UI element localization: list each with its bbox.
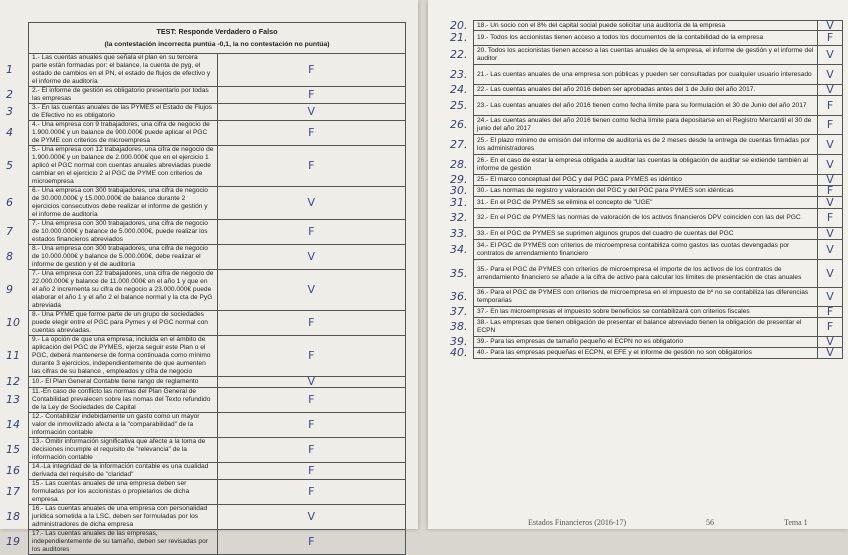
- footer-course: Estados Financieros (2016-17): [528, 518, 627, 527]
- question-text: 11.-En caso de conflicto las normas del Plan General de Contabilidad prevalecen sobre las nomas del Texto refundido de la Ley de Sociedades de Capital: [29, 388, 218, 413]
- answer-mark: F: [217, 480, 406, 505]
- question-text: 35.- Para el PGC de PYMES con criterios de microempresa el importe de los activos de los contratos de arrendamiento financiero se añade a la cifra de activo para calcular los límites de presentación de ctas anuales: [474, 260, 818, 288]
- question-row: [29, 187, 406, 220]
- question-row: [474, 65, 843, 85]
- question-text: 17.- Las cuentas anuales de las empresas, independientemente de su tamaño, deben ser revisadas por los auditores: [29, 530, 218, 555]
- question-text: 39.- Para las empresas de tamaño pequeño el ECPN no es obligatorio: [474, 337, 818, 348]
- handwritten-row-number: 8: [6, 250, 13, 263]
- question-text: 15.- Las cuentas anuales de una empresa deben ser formuladas por los accionistas o propietarios de dicha empresa: [29, 480, 218, 505]
- right-page: [428, 0, 848, 529]
- question-text: 24.- Las cuentas anuales del año 2016 tienen como fecha límite para depositarse en el Registro Mercantil el 30 de junio del año 2017: [474, 116, 818, 135]
- question-row: [474, 96, 843, 116]
- left-question-table: [28, 22, 406, 555]
- answer-mark: F: [818, 116, 843, 135]
- answer-mark: F: [818, 318, 843, 337]
- handwritten-row-number: 14: [6, 418, 20, 431]
- handwritten-row-number: 40.: [450, 346, 468, 359]
- answer-mark: V: [818, 197, 843, 209]
- answer-mark: F: [217, 336, 406, 377]
- answer-mark: F: [818, 209, 843, 228]
- answer-mark: F: [818, 186, 843, 197]
- question-row: [474, 186, 843, 197]
- question-text: 3.- En las cuentas anuales de las PYMES el Estado de Flujos de Efectivo no es obligatorio: [29, 104, 218, 121]
- question-text: 7.- Una empresa con 22 trabajadores, una cifra de negocio de 22.000.000€ y balance de 11.000.000€ en el año 1 y que en el año 2 incrementa su cifra de negocio a 23.000.000€ puede elaborar el año 1 y el año 2 el balance normal y la cta de PyG abreviada: [29, 270, 218, 311]
- handwritten-row-number: 20.: [450, 18, 468, 32]
- question-row: [29, 311, 406, 336]
- question-text: 2.- El informe de gestión es obligatorio presentarlo por todas las empresas: [29, 87, 218, 104]
- answer-mark: V: [818, 65, 843, 85]
- handwritten-row-number: 13: [6, 393, 20, 406]
- test-subtitle: (la contestación incorrecta puntúa -0,1, la no contestación no puntúa): [104, 41, 330, 48]
- question-row: [29, 438, 406, 463]
- answer-mark: F: [818, 31, 843, 46]
- answer-mark: V: [818, 288, 843, 307]
- question-row: [29, 87, 406, 104]
- answer-mark: F: [217, 463, 406, 480]
- handwritten-row-number: 39.: [450, 335, 468, 348]
- handwritten-row-number: 4: [6, 126, 13, 139]
- handwritten-row-number: 11: [6, 349, 20, 362]
- handwritten-row-number: 31.: [450, 195, 468, 209]
- right-question-table: [473, 20, 843, 359]
- handwritten-row-number: 33.: [450, 226, 468, 240]
- answer-mark: F: [818, 307, 843, 318]
- question-row: [474, 46, 843, 65]
- answer-mark: F: [217, 530, 406, 555]
- question-row: [474, 175, 843, 186]
- test-title: TEST: Responde Verdadero o Falso: [156, 27, 278, 36]
- answer-mark: V: [818, 337, 843, 348]
- question-row: [29, 505, 406, 530]
- question-row: [474, 307, 843, 318]
- question-text: 37.- En las microempresas el impuesto sobre beneficios se contabilizará con criterios fiscales: [474, 307, 818, 318]
- question-text: 9.- La opción de que una empresa, incluida en el ámbito de aplicación del PGC de PYMES, ejerza seguir este Plan o el PGC, deberá mantenerse de forma continuada como mínimo durante 3 ejercicios, independientemente de que aumenten las cifras de su balance , empleados y cifra de negocio: [29, 336, 218, 377]
- question-row: [474, 31, 843, 46]
- answer-mark: V: [818, 135, 843, 155]
- handwritten-row-number: 9: [6, 283, 13, 296]
- answer-mark: F: [217, 388, 406, 413]
- question-text: 12.- Contabilizar indebidamente un gasto como un mayor valor de inmovilizado afecta a la "comparabilidad" de la información contable: [29, 413, 218, 438]
- question-row: [474, 21, 843, 31]
- answer-mark: V: [818, 21, 843, 31]
- answer-mark: V: [818, 85, 843, 96]
- question-row: [29, 54, 406, 87]
- question-text: 1.- Las cuentas anuales que señala el plan en su tercera parte están formadas por: el balance, la cuenta de pyg, el estado de cambios en el PN, el estado de flujos de efectivo y el informe de auditoría: [29, 54, 218, 87]
- question-text: 38.- Las empresas que tienen obligación de presentar el balance abreviado tienen la obligación de presentar el ECPN: [474, 318, 818, 337]
- handwritten-row-number: 22.: [450, 48, 468, 61]
- answer-mark: V: [217, 104, 406, 121]
- question-text: 19.- Todos los accionistas tienen acceso a todos los documentos de la contabilidad de la empresa: [474, 31, 818, 46]
- question-text: 25.- El plazo mínimo de emisión del informe de auditoría es de 2 meses desde la entrega de cuentas firmadas por los administradores: [474, 135, 818, 155]
- answer-mark: F: [217, 121, 406, 146]
- answer-mark: V: [818, 155, 843, 175]
- question-text: 8.- Una empresa con 300 trabajadores, una cifra de negocio de 10.000.000€ y balance de 5.000.000€, debe realizar el informe de gestión y el de auditoría: [29, 245, 218, 270]
- handwritten-row-number: 19: [6, 535, 20, 548]
- question-text: 22.- Las cuentas anuales del año 2016 deben ser aprobadas antes del 1 de Julio del año 2017.: [474, 85, 818, 96]
- question-row: [29, 121, 406, 146]
- question-text: 40.- Para las empresas pequeñas el ECPN, el EFE y el informe de gestión no son obligatorios: [474, 348, 818, 359]
- question-row: [474, 155, 843, 175]
- question-text: 18.- Un socio con el 8% del capital social puede solicitar una auditoría de la empresa: [474, 21, 818, 31]
- question-text: 23.- Las cuentas anuales del año 2016 tienen como fecha límite para su formulación el 30 de Junio del año 2017: [474, 96, 818, 116]
- handwritten-row-number: 2: [6, 88, 13, 101]
- question-text: 21.- Las cuentas anuales de una empresa son públicas y pueden ser consultadas por cualquier usuario interesado: [474, 65, 818, 85]
- question-text: 34.- El PGC de PYMES con criterios de microempresa contabiliza como gastos las cuotas devengadas por contratos de arrendamiento financiero: [474, 240, 818, 260]
- handwritten-row-number: 23.: [450, 67, 468, 81]
- question-row: [29, 336, 406, 377]
- question-row: [474, 240, 843, 260]
- handwritten-row-number: 34.: [450, 242, 468, 256]
- question-row: [29, 377, 406, 388]
- answer-mark: F: [818, 96, 843, 116]
- answer-mark: V: [818, 240, 843, 260]
- question-text: 5.- Una empresa con 12 trabajadores, una cifra de negocio de 1.900.000€ y un balance de 2.000.000€ que en el ejercicio 1 aplicó el PGC normal con cuentas anuales abreviadas puede cambiar en el ejercicio 2 al PGC de PYME con criterios de microempresa: [29, 146, 218, 187]
- question-text: 31.- En el PGC de PYMES se elimina el concepto de "UGE": [474, 197, 818, 209]
- question-row: [29, 463, 406, 480]
- question-text: 33.- En el PGC de PYMES se suprimen algunos grupos del cuadro de cuentas del PGC: [474, 228, 818, 240]
- handwritten-row-number: 26.: [450, 118, 468, 131]
- handwritten-row-number: 35.: [450, 266, 468, 280]
- question-row: [29, 146, 406, 187]
- question-text: 4.- Una empresa con 9 trabajadores, una cifra de negocio de 1.900.000€ y un balance de 900.000€ puede aplicar el PGC de PYME con criterios de microempresa: [29, 121, 218, 146]
- question-row: [29, 245, 406, 270]
- question-row: [29, 480, 406, 505]
- handwritten-row-number: 25.: [450, 98, 468, 112]
- handwritten-row-number: 12: [6, 375, 20, 388]
- question-row: [474, 228, 843, 240]
- question-row: [474, 337, 843, 348]
- handwritten-row-number: 30.: [450, 184, 468, 197]
- handwritten-row-number: 10: [6, 316, 20, 329]
- answer-mark: F: [217, 311, 406, 336]
- question-text: 30.- Las normas de registro y valoración del PGC y del PGC para PYMES son idénticas: [474, 186, 818, 197]
- handwritten-row-number: 38.: [450, 320, 468, 333]
- handwritten-row-number: 3: [6, 105, 13, 118]
- answer-mark: F: [217, 146, 406, 187]
- question-text: 36.- Para el PGC de PYMES con criterios de microempresa en el impuesto de bº no se contabiliza las diferencias temporarias: [474, 288, 818, 307]
- question-text: 14.-La integridad de la información contable es una cualidad derivada del requisito de "claridad": [29, 463, 218, 480]
- handwritten-row-number: 32.: [450, 211, 468, 224]
- answer-mark: F: [217, 413, 406, 438]
- answer-mark: V: [818, 260, 843, 288]
- question-text: 26.- En el caso de estar la empresa obligada a auditar las cuentas la obligación de auditar se extiende también al informe de gestión: [474, 155, 818, 175]
- handwritten-row-number: 21.: [450, 31, 468, 44]
- answer-mark: V: [818, 228, 843, 240]
- question-text: 32.- En el PGC de PYMES las normas de valoración de los activos financieros DPV coinciden con las del PGC: [474, 209, 818, 228]
- question-text: 20. Todos los accionistas tienen acceso a las cuentas anuales de la empresa, el informe de gestión y el informe del auditor: [474, 46, 818, 65]
- answer-mark: V: [217, 245, 406, 270]
- question-text: 8.- Una PYME que forme parte de un grupo de sociedades puede elegir entre el PGC para Pymes y el PGC normal con cuentas abreviadas.: [29, 311, 218, 336]
- question-row: [474, 197, 843, 209]
- question-row: [474, 288, 843, 307]
- question-text: 6.- Una empresa con 300 trabajadores, una cifra de negocio de 30.000.000€ y 15.000.000€ de balance durante 2 ejercicios consecutivos debe realizar el informe de gestión y el informe de auditoría: [29, 187, 218, 220]
- handwritten-row-number: 37.: [450, 305, 468, 318]
- question-row: [474, 260, 843, 288]
- question-row: [474, 348, 843, 359]
- question-text: 7.- Una empresa con 300 trabajadores, una cifra de negocio de 10.000.000€ y balance de 5.000.000€, puede realizar los estados financieros abreviados: [29, 220, 218, 245]
- answer-mark: V: [217, 505, 406, 530]
- question-row: [29, 530, 406, 555]
- left-page: [0, 0, 418, 553]
- answer-mark: V: [818, 348, 843, 359]
- question-text: 13.- Omitir información significativa que afecte a la toma de decisiones incumple el requisito de "relevancia" de la información contable: [29, 438, 218, 463]
- answer-mark: V: [818, 46, 843, 65]
- answer-mark: V: [217, 187, 406, 220]
- answer-mark: F: [217, 438, 406, 463]
- handwritten-row-number: 36.: [450, 290, 468, 303]
- handwritten-row-number: 18: [6, 510, 20, 523]
- answer-mark: V: [217, 377, 406, 388]
- handwritten-row-number: 5: [6, 159, 13, 172]
- answer-mark: V: [217, 270, 406, 311]
- handwritten-row-number: 17: [6, 485, 20, 498]
- question-row: [474, 135, 843, 155]
- handwritten-row-number: 29.: [450, 173, 468, 186]
- answer-mark: V: [818, 175, 843, 186]
- answer-mark: F: [217, 220, 406, 245]
- handwritten-row-number: 15: [6, 443, 20, 456]
- answer-mark: F: [217, 87, 406, 104]
- question-row: [474, 116, 843, 135]
- handwritten-row-number: 6: [6, 196, 13, 209]
- question-row: [29, 413, 406, 438]
- footer-page-number: 56: [706, 518, 714, 527]
- question-text: 10.- El Plan General Contable tiene rango de reglamento: [29, 377, 218, 388]
- footer-topic: Tema 1: [784, 518, 808, 527]
- question-row: [474, 85, 843, 96]
- handwritten-row-number: 16: [6, 464, 20, 477]
- question-row: [29, 220, 406, 245]
- handwritten-row-number: 7: [6, 225, 13, 238]
- handwritten-row-number: 24.: [450, 83, 468, 96]
- question-row: [29, 388, 406, 413]
- question-row: [29, 270, 406, 311]
- handwritten-row-number: 1: [6, 63, 13, 76]
- question-text: 16.- Las cuentas anuales de una empresa con personalidad jurídica sometida a la LSC, deben ser formuladas por los administradores de dicha empresa: [29, 505, 218, 530]
- question-text: 25.- El marco conceptual del PGC y del PGC para PYMES es idéntico: [474, 175, 818, 186]
- question-row: [474, 318, 843, 337]
- handwritten-row-number: 27.: [450, 137, 468, 151]
- handwritten-row-number: 28.: [450, 157, 468, 171]
- table-header: [29, 23, 406, 54]
- answer-mark: F: [217, 54, 406, 87]
- question-row: [474, 209, 843, 228]
- question-row: [29, 104, 406, 121]
